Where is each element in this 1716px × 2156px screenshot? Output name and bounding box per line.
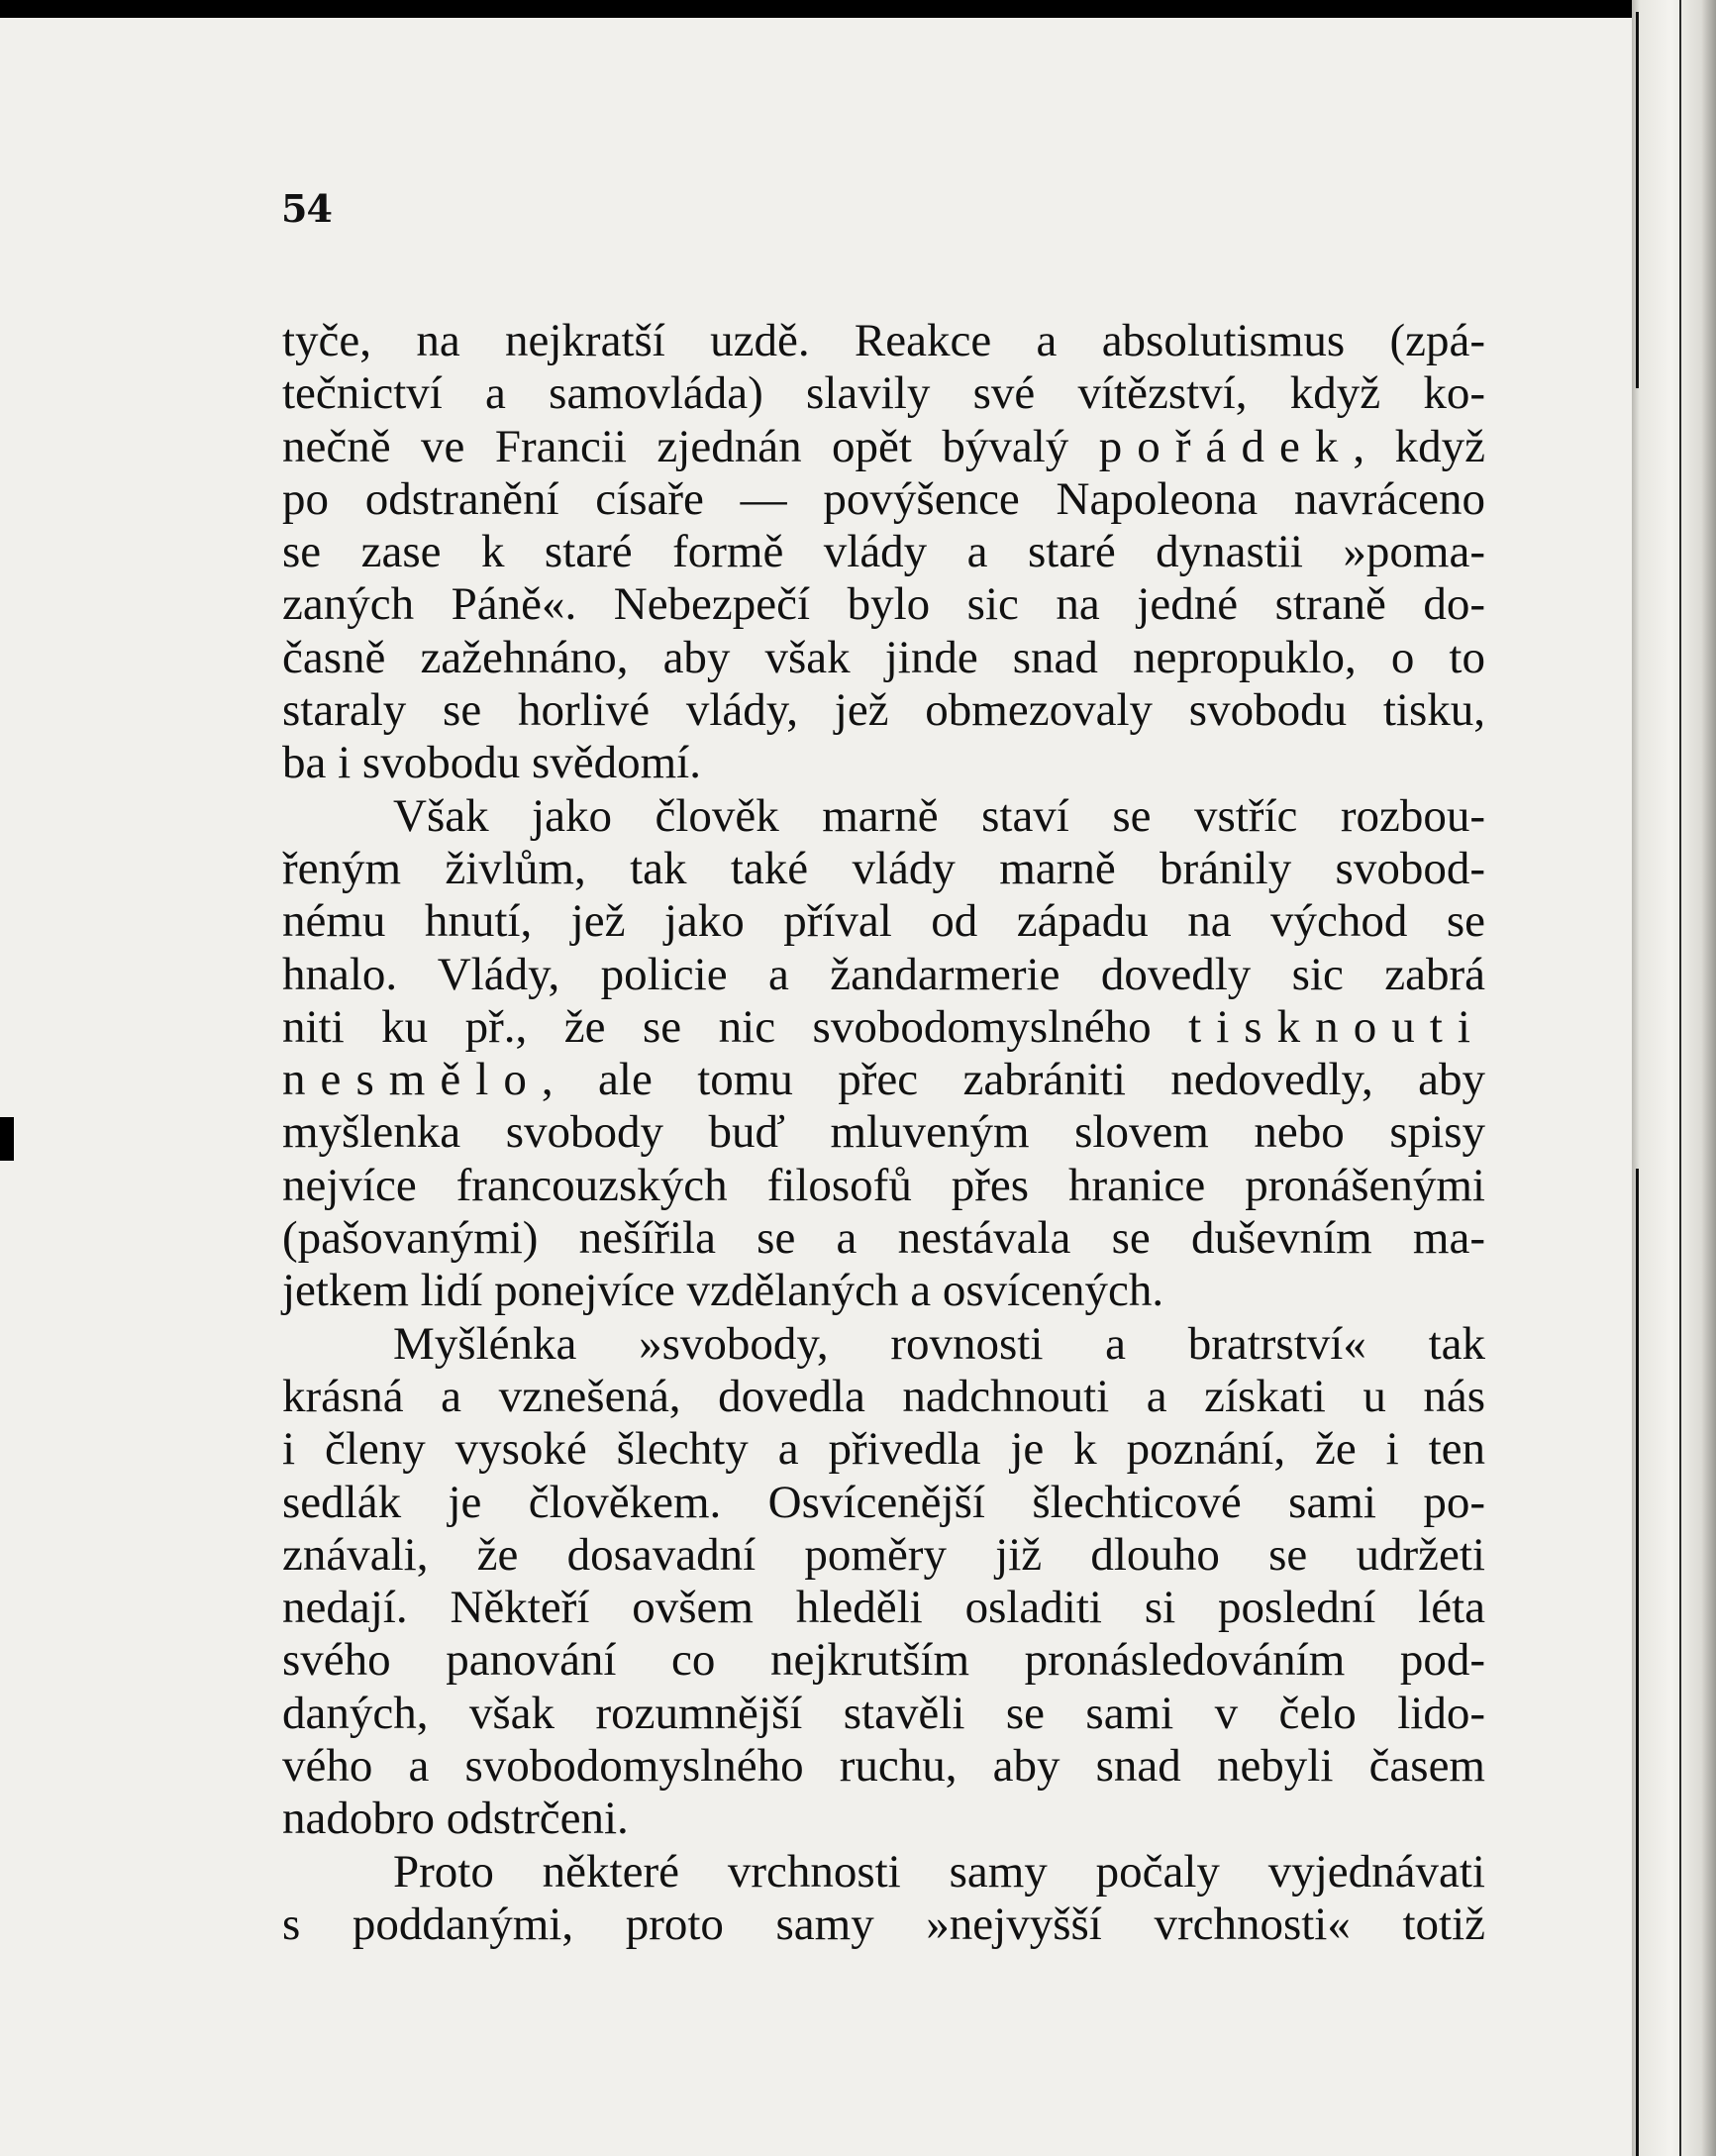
text-line: [282, 843, 1485, 895]
text-line: [282, 1054, 1485, 1106]
text-segment: Proto některé vrchnosti samy počaly vyjednávati: [393, 1845, 1485, 1898]
body-text: [282, 315, 1485, 1951]
text-line: [282, 737, 1485, 789]
text-segment: svého panování co nejkrutším pronásledováním pod-: [282, 1634, 1485, 1687]
text-segment: nému hnutí, jež jako příval od západu na východ se: [282, 895, 1485, 948]
text-line: [282, 421, 1485, 473]
text-segment: tyče, na nejkratší uzdě. Reakce a absolutismus (zpá-: [282, 315, 1485, 366]
text-segment: , ale tomu přec zabrániti nedovedly, aby: [541, 1054, 1485, 1106]
text-line: [282, 684, 1485, 737]
text-segment: i členy vysoké šlechty a přivedla je k poznání, že i ten: [282, 1423, 1485, 1476]
text-segment: s poddanými, proto samy »nejvyšší vrchnosti« totiž: [282, 1898, 1485, 1950]
text-line: [282, 1688, 1485, 1740]
page-edge-line: [1679, 0, 1681, 2156]
text-segment: krásná a vznešená, dovedla nadchnouti a získati u nás: [282, 1370, 1485, 1422]
page-number: 54: [281, 186, 332, 231]
text-segment: zaných Páně«. Nebezpečí bylo sic na jedné straně do-: [282, 578, 1485, 631]
text-line: [282, 1001, 1485, 1054]
text-segment: nedají. Někteří ovšem hleděli osladiti si poslední léta: [282, 1582, 1485, 1634]
text-segment: se zase k staré formě vlády a staré dynastii »poma-: [282, 526, 1485, 578]
text-segment: Myšlénka »svobody, rovnosti a bratrství« tak: [393, 1317, 1485, 1370]
text-segment: jetkem lidí ponejvíce vzdělaných a osvícených.: [282, 1265, 1164, 1317]
text-segment: nejvíce francouzských filosofů přes hranice pronášenými: [282, 1159, 1485, 1211]
text-segment: hnalo. Vlády, policie a žandarmerie dovedly sic zabrá: [282, 948, 1485, 1000]
text-segment: myšlenka svobody buď mluveným slovem nebo spisy: [282, 1106, 1485, 1159]
text-line: [282, 315, 1485, 367]
page-edge-shadow: [1632, 0, 1716, 2156]
text-segment: , když: [1353, 420, 1485, 472]
text-segment: tečnictví a samovláda) slavily své vítězství, když ko-: [282, 367, 1485, 420]
text-segment: (pašovanými) nešířila se a nestávala se duševním ma-: [282, 1212, 1485, 1265]
emphasized-word: pořádek: [1098, 420, 1354, 472]
text-line: [282, 1318, 1485, 1371]
text-line: [282, 1423, 1485, 1476]
text-line: [282, 473, 1485, 526]
text-line: [282, 1212, 1485, 1265]
text-segment: řeným živlům, tak také vlády marně bránily svobod-: [282, 842, 1485, 894]
text-line: [282, 949, 1485, 1001]
page-edge-line: [1636, 12, 1639, 388]
text-line: [282, 1371, 1485, 1423]
text-line: [282, 1265, 1485, 1317]
text-line: [282, 1160, 1485, 1212]
emphasized-word: nesmělo: [282, 1054, 542, 1106]
text-line: [282, 1529, 1485, 1582]
text-line: [282, 1793, 1485, 1845]
text-segment: nadobro odstrčeni.: [282, 1793, 629, 1845]
text-segment: znávali, že dosavadní poměry již dlouho se udržeti: [282, 1528, 1485, 1581]
page-edge-line: [1636, 1169, 1639, 2156]
text-segment: niti ku př., že se nic svobodomyslného: [282, 1000, 1189, 1053]
scan-edge-mark: [0, 1117, 14, 1161]
text-segment: ba i svobodu svědomí.: [282, 737, 701, 789]
text-segment: staraly se horlivé vlády, jež obmezovaly svobodu tisku,: [282, 684, 1485, 737]
emphasized-word: tisknouti: [1188, 1000, 1485, 1053]
text-segment: sedlák je člověkem. Osvícenější šlechticové sami po-: [282, 1476, 1485, 1528]
text-line: [282, 790, 1485, 843]
text-line: [282, 1477, 1485, 1529]
text-line: [282, 1634, 1485, 1687]
text-line: [282, 367, 1485, 420]
text-segment: nečně ve Francii zjednán opět bývalý: [282, 420, 1099, 472]
text-line: [282, 1846, 1485, 1899]
text-segment: daných, však rozumnější stavěli se sami v čelo lido-: [282, 1687, 1485, 1739]
text-line: [282, 632, 1485, 684]
text-line: [282, 526, 1485, 578]
text-line: [282, 1740, 1485, 1793]
text-line: [282, 895, 1485, 948]
text-line: [282, 1106, 1485, 1159]
text-segment: vého a svobodomyslného ruchu, aby snad nebyli časem: [282, 1740, 1485, 1793]
text-segment: Však jako člověk marně staví se vstříc rozbou-: [393, 789, 1485, 842]
text-line: [282, 578, 1485, 631]
text-line: [282, 1582, 1485, 1634]
text-line: [282, 1899, 1485, 1951]
text-segment: po odstranění císaře — povýšence Napoleona navráceno: [282, 472, 1485, 525]
text-segment: časně zažehnáno, aby však jinde snad nepropuklo, o to: [282, 631, 1485, 683]
